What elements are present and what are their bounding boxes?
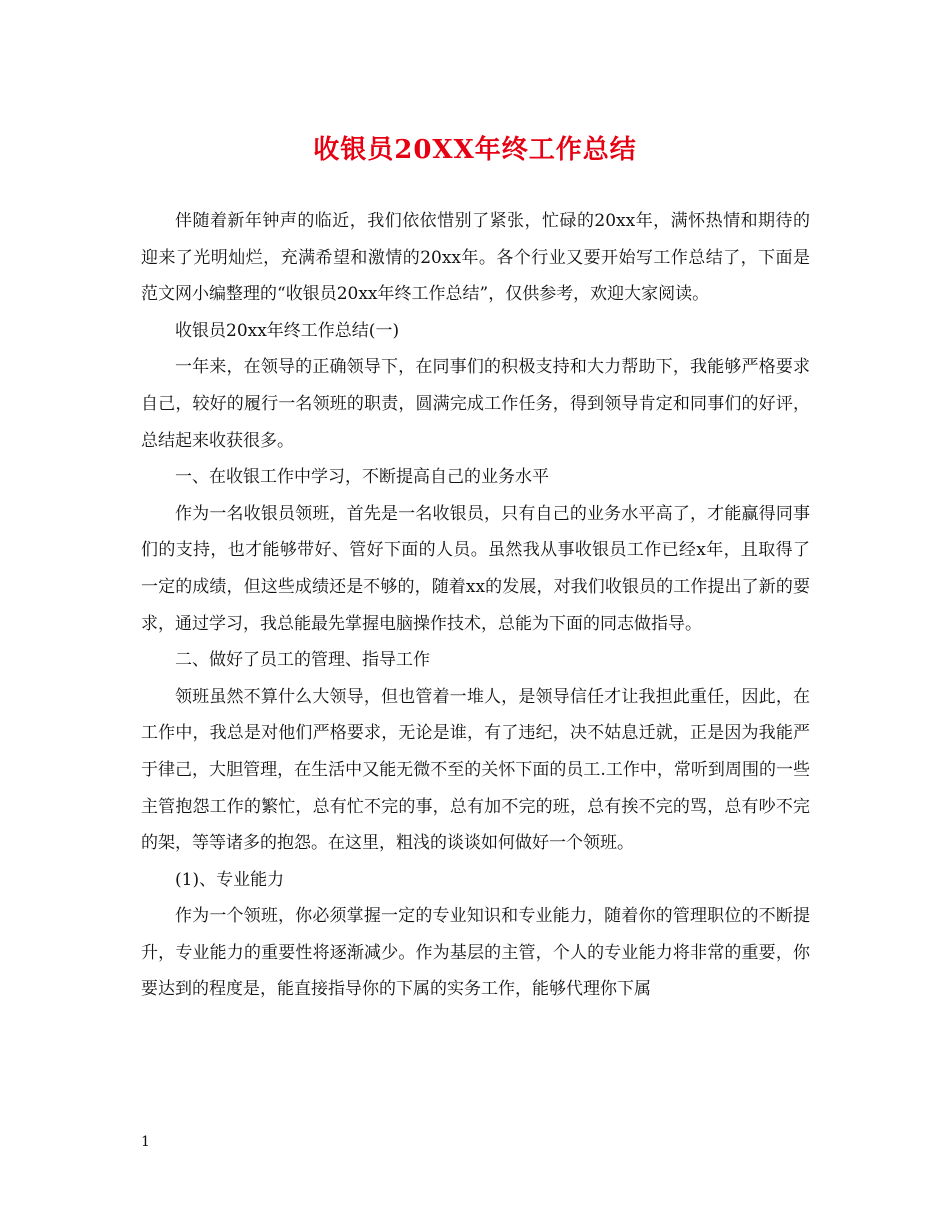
paragraph-subheading-professional: (1)、专业能力: [175, 869, 285, 890]
paragraph-intro: 伴随着新年钟声的临近，我们依依惜别了紧张，忙碌的20xx年，满怀热情和期待的迎来了光明灿烂，充满希望和激情的20xx年。各个行业又要开始写工作总结了，下面是范文网小编整理的“收银员20xx年终工作总结”，仅供参考，欢迎大家阅读。: [141, 211, 810, 305]
paragraph-staff-management: 领班虽然不算什么大领导，但也管着一堆人，是领导信任才让我担此重任，因此，在工作中，我总是对他们严格要求，无论是谁，有了违纪，决不姑息迁就，正是因为我能严于律己，大胆管理，在生活中又能无微不至的关怀下面的员工.工作中，常听到周围的一些主管抱怨工作的繁忙，总有忙不完的事，总有加不完的班，总有挨不完的骂，总有吵不完的架，等等诸多的抱怨。在这里，粗浅的谈谈如何做好一个领班。: [141, 686, 810, 854]
document-body: [141, 203, 810, 1008]
page-number: 1: [141, 1134, 150, 1150]
document-title: 收银员20XX年终工作总结: [313, 135, 637, 165]
paragraph-professional-ability: 作为一个领班，你必须掌握一定的专业知识和专业能力，随着你的管理职位的不断提升，专业能力的重要性将逐渐减少。作为基层的主管，个人的专业能力将非常的重要，你要达到的程度是，能直接指导你的下属的实务工作，能够代理你下属: [141, 906, 810, 1000]
paragraph-section-heading: 收银员20xx年终工作总结(一): [175, 320, 400, 341]
paragraph-summary: 一年来，在领导的正确领导下，在同事们的积极支持和大力帮助下，我能够严格要求自己，较好的履行一名领班的职责，圆满完成工作任务，得到领导肯定和同事们的好评，总结起来收获很多。: [141, 357, 810, 451]
paragraph-business-level: 作为一名收银员领班，首先是一名收银员，只有自己的业务水平高了，才能赢得同事们的支持，也才能够带好、管好下面的人员。虽然我从事收银员工作已经x年，且取得了一定的成绩，但这些成绩还是不够的，随着xx的发展，对我们收银员的工作提出了新的要求，通过学习，我总能最先掌握电脑操作技术，总能为下面的同志做指导。: [141, 503, 810, 634]
paragraph-heading-one: 一、在收银工作中学习，不断提高自己的业务水平: [175, 467, 549, 488]
paragraph-heading-two: 二、做好了员工的管理、指导工作: [175, 650, 430, 671]
